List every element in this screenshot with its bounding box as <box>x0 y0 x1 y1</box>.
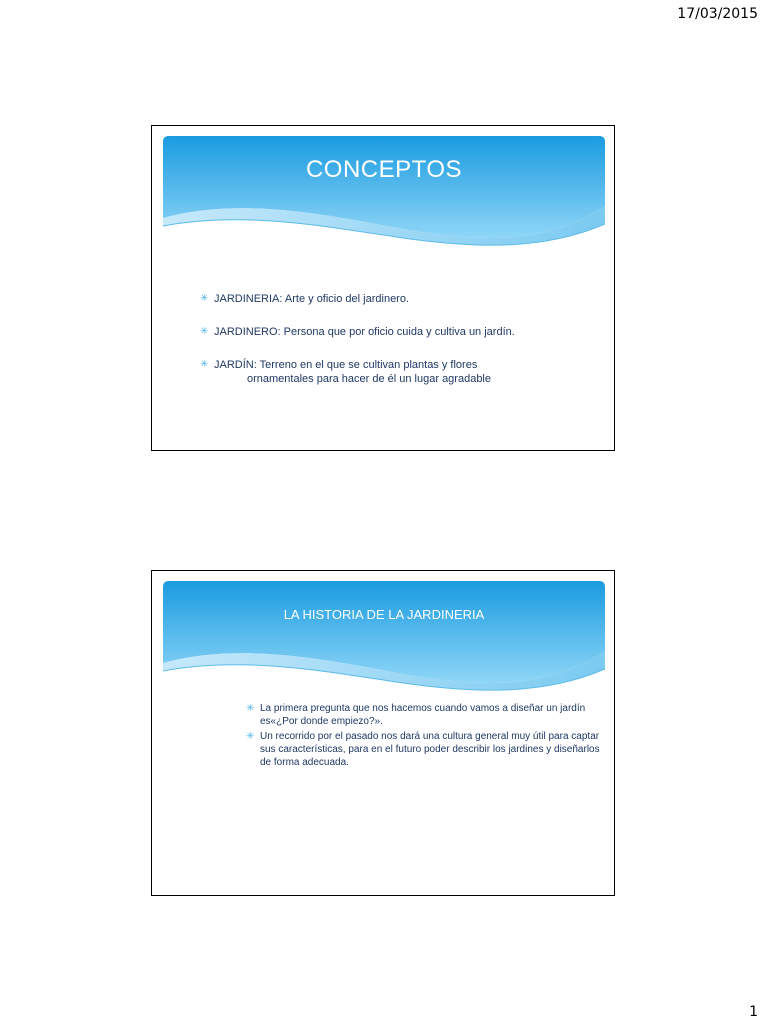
list-item <box>200 292 600 306</box>
bullet-list <box>200 292 600 405</box>
list-item <box>246 730 612 769</box>
slide-title: LA HISTORIA DE LA JARDINERIA <box>283 607 485 622</box>
slide-historia <box>151 570 615 896</box>
slide-title: CONCEPTOS <box>305 156 463 183</box>
list-item <box>246 702 612 728</box>
bullet-text: JARDÍN: Terreno en el que se cultivan plantas y flores <box>214 359 478 371</box>
page-date: 17/03/2015 <box>677 6 758 22</box>
asterisk-bullet-icon: ✳ <box>200 293 209 304</box>
bullet-text-continuation: ornamentales para hacer de él un lugar agradable <box>247 373 491 385</box>
page-number: 1 <box>749 1004 758 1020</box>
bullet-text: JARDINERIA: Arte y oficio del jardinero. <box>214 293 410 305</box>
list-item <box>200 325 600 339</box>
header-wave-graphic <box>163 136 605 248</box>
bullet-text: Un recorrido por el pasado nos dará una cultura general muy útil para captar sus características, para en el futuro poder describir los jardines y diseñarlos de forma adecuada. <box>260 731 600 768</box>
asterisk-bullet-icon: ✳ <box>200 359 209 370</box>
asterisk-bullet-icon: ✳ <box>246 731 255 742</box>
asterisk-bullet-icon: ✳ <box>200 326 209 337</box>
bullet-list <box>246 702 612 771</box>
list-item <box>200 358 600 386</box>
bullet-text: JARDINERO: Persona que por oficio cuida y cultiva un jardín. <box>214 326 515 338</box>
asterisk-bullet-icon: ✳ <box>246 703 255 714</box>
slide-header <box>163 581 605 693</box>
slide-header <box>163 136 605 248</box>
bullet-text: La primera pregunta que nos hacemos cuando vamos a diseñar un jardín es«¿Por donde empiezo?». <box>260 703 586 727</box>
slide-conceptos <box>151 125 615 451</box>
header-wave-graphic <box>163 581 605 693</box>
